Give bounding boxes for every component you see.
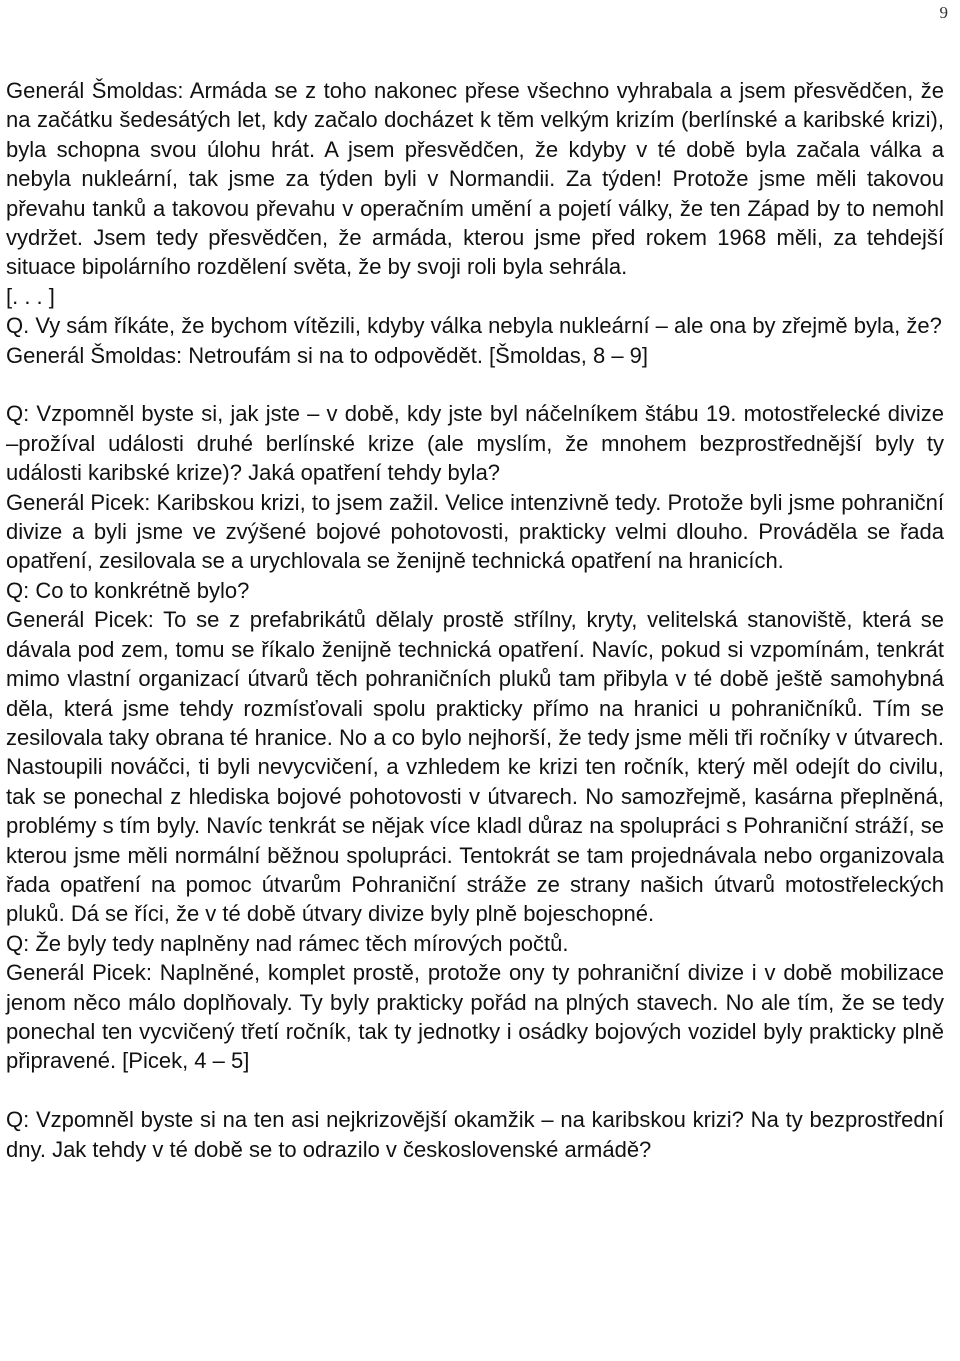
paragraph-picek-prefabrikaty: Generál Picek: To se z prefabrikátů dělaly prostě střílny, kryty, velitelská stanoviště, která se dávala pod zem, tomu se říkalo ženijně technická opatření. Navíc, pokud si vzpomínám, tenkrát mimo vlastní organizací útvarů těch pohraničních pluků tam přibyla v té době ještě samohybná děla, která jsme tehdy rozmísťovali spolu prakticky přímo na hranici u pohraničníků. Tím se zesilovala taky obrana té hranice. No a co bylo nejhorší, že tedy jsme měli tři ročníky v útvarech. Nastoupili nováčci, ti byli nevycvičení, a vzhledem ke krizi ten ročník, který měl odejít do civilu, tak se ponechal z hlediska bojové pohotovosti v útvarech. No samozřejmě, kasárna přeplněná, problémy s tím byly. Navíc tenkrát se nějak více kladl důraz na spolupráci s Pohraniční stráží, se kterou jsme měli normální běžnou spolupráci. Tentokrát se tam projednávala nebo organizovala řada opatření na pomoc útvarům Pohraniční stráže ze strany našich útvarů motostřeleckých pluků. Dá se říci, že v té době útvary divize byly plně bojeschopné. — [6, 607, 944, 927]
paragraph-smoldas-armada: Generál Šmoldas: Armáda se z toho nakonec přese všechno vyhrabala a jsem přesvědčen, že na začátku šedesátých let, kdy začalo docházet k těm velkým krizím (berlínské a karibské krizi), byla schopna svou úlohu hrát. A jsem přesvědčen, že kdyby v té době byla začala válka a nebyla nukleární, tak jsme za týden byli v Normandii. Za týden! Protože jsme měli takovou převahu tanků a takovou převahu v operačním umění a pojetí války, že ten Západ by to nemohl vydržet. Jsem tedy přesvědčen, že armáda, kterou jsme před rokem 1968 měli, za tehdejší situace bipolárního rozdělení světa, že by svoji roli byla sehrála. — [6, 78, 944, 280]
document-body — [6, 76, 944, 1164]
paragraph-ellipsis: [. . . ] — [6, 283, 55, 309]
paragraph-smoldas-answer: Generál Šmoldas: Netroufám si na to odpovědět. [Šmoldas, 8 – 9] — [6, 342, 649, 368]
paragraph-question-nuclear: Q. Vy sám říkáte, že bychom vítězili, kdyby válka nebyla nukleární – ale ona by zřejmě byla, že? — [6, 313, 942, 339]
paragraph-question-krizovy-okamzik: Q: Vzpomněl byste si na ten asi nejkrizovější okamžik – na karibskou krizi? Na ty bezprostřední dny. Jak tehdy v té době se to odrazilo v československé armádě? — [6, 1107, 944, 1162]
paragraph-question-berlin-crisis: Q: Vzpomněl byste si, jak jste – v době, kdy jste byl náčelníkem štábu 19. motostřelecké divize –prožíval události druhé berlínské krize (ale myslím, že mnohem bezprostřednější byly ty události karibské krize)? Jaká opatření tehdy byla? — [6, 401, 944, 486]
paragraph-question-naplneny: Q: Že byly tedy naplněny nad rámec těch mírových počtů. — [6, 930, 569, 956]
paragraph-picek-karibska: Generál Picek: Karibskou krizi, to jsem zažil. Velice intenzivně tedy. Protože byli jsme pohraniční divize a byli jsme ve zvýšené bojové pohotovosti, prakticky velmi dlouho. Prováděla se řada opatření, zesilovala se a urychlovala se ženijně technická opatření na hranicích. — [6, 489, 944, 574]
paragraph-picek-naplnene: Generál Picek: Naplněné, komplet prostě, protože ony ty pohraniční divize i v době mobilizace jenom něco málo doplňovaly. Ty byly prakticky pořád na plných stavech. No ale tím, že se tedy ponechal ten vycvičený třetí ročník, tak ty jednotky i osádky bojových vozidel byly prakticky plně připravené. [Picek, 4 – 5] — [6, 960, 944, 1074]
page-number: 9 — [939, 3, 948, 22]
paragraph-question-concrete: Q: Co to konkrétně bylo? — [6, 577, 250, 603]
